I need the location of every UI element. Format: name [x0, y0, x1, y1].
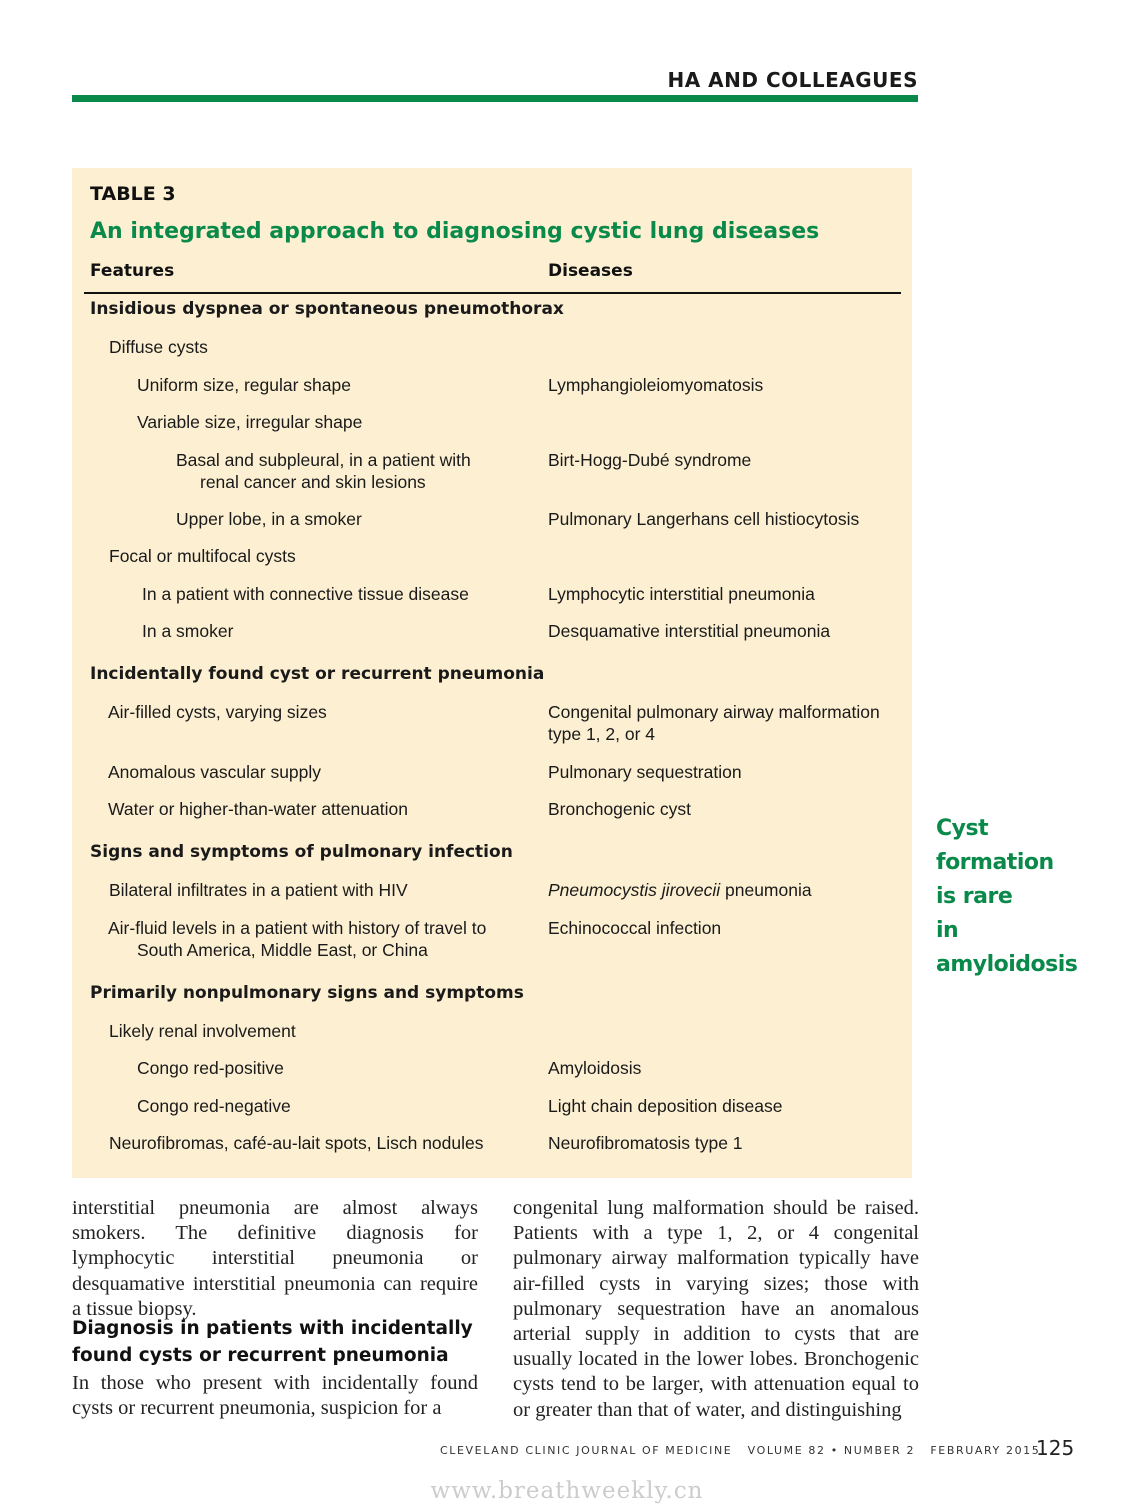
disease-cell: Desquamative interstitial pneumonia — [548, 621, 831, 641]
feature-line-continued: renal cancer and skin lesions — [200, 472, 426, 492]
column-header-diseases: Diseases — [548, 261, 633, 281]
feature-cell: Focal or multifocal cysts — [109, 546, 296, 566]
disease-cell: Pulmonary Langerhans cell histiocytosis — [548, 509, 860, 529]
feature-cell: Congo red-negative — [137, 1096, 291, 1116]
feature-cell — [108, 917, 486, 961]
disease-cell: Amyloidosis — [548, 1058, 642, 1078]
section-heading: Incidentally found cyst or recurrent pneumonia — [90, 664, 545, 684]
disease-cell: Pulmonary sequestration — [548, 762, 742, 782]
section-heading: Insidious dyspnea or spontaneous pneumothorax — [90, 299, 564, 319]
disease-suffix: pneumonia — [720, 880, 812, 900]
feature-line: Air-fluid levels in a patient with history of travel to — [108, 918, 487, 938]
disease-cell: Echinococcal infection — [548, 918, 722, 938]
table-label: TABLE 3 — [90, 183, 176, 205]
pull-quote-line: is rare — [936, 884, 1013, 909]
organism-name: Pneumocystis jirovecii — [548, 880, 721, 900]
pull-quote-line: in amyloidosis — [936, 918, 1078, 977]
header-rule — [72, 95, 918, 102]
running-head: HA AND COLLEAGUES — [667, 68, 918, 92]
table-title: An integrated approach to diagnosing cystic lung diseases — [90, 219, 820, 244]
section-heading-incidental-cysts: Diagnosis in patients with incidentally found cysts or recurrent pneumonia — [72, 1318, 473, 1366]
feature-cell: Bilateral infiltrates in a patient with HIV — [109, 880, 408, 900]
section-heading: Primarily nonpulmonary signs and symptoms — [90, 983, 524, 1003]
disease-cell: Lymphocytic interstitial pneumonia — [548, 584, 815, 604]
feature-cell: Upper lobe, in a smoker — [176, 509, 362, 529]
section-heading: Signs and symptoms of pulmonary infection — [90, 842, 513, 862]
disease-cell: Lymphangioleiomyomatosis — [548, 375, 764, 395]
body-column-1-paragraph-1: interstitial pneumonia are almost always smokers. The definitive diagnosis for lymphocytic interstitial pneumonia or desquamative interstitial pneumonia can require a tissue biopsy. — [72, 1197, 478, 1320]
feature-line: Basal and subpleural, in a patient with — [176, 450, 471, 470]
disease-line-continued: type 1, 2, or 4 — [548, 724, 656, 744]
disease-line: Congenital pulmonary airway malformation — [548, 702, 880, 722]
journal-footer: CLEVELAND CLINIC JOURNAL OF MEDICINE VOLUME 82 • NUMBER 2 FEBRUARY 2015 — [440, 1444, 1041, 1457]
watermark: www.breathweekly.cn — [430, 1478, 704, 1504]
feature-cell: Congo red-positive — [137, 1058, 284, 1078]
feature-cell: Air-filled cysts, varying sizes — [108, 702, 327, 722]
feature-cell: Water or higher-than-water attenuation — [108, 799, 408, 819]
page-number: 125 — [1036, 1436, 1075, 1460]
disease-cell: Birt-Hogg-Dubé syndrome — [548, 450, 752, 470]
feature-cell: Diffuse cysts — [109, 337, 208, 357]
feature-cell: In a patient with connective tissue disease — [142, 584, 469, 604]
feature-cell: Neurofibromas, café-au-lait spots, Lisch nodules — [109, 1133, 484, 1153]
feature-cell — [176, 449, 471, 493]
feature-cell: Variable size, irregular shape — [137, 412, 363, 432]
body-column-1-paragraph-2: In those who present with incidentally found cysts or recurrent pneumonia, suspicion for a — [72, 1372, 478, 1420]
disease-cell: Bronchogenic cyst — [548, 799, 691, 819]
feature-cell: In a smoker — [142, 621, 234, 641]
disease-cell: Light chain deposition disease — [548, 1096, 783, 1116]
feature-cell: Anomalous vascular supply — [108, 762, 322, 782]
disease-cell — [548, 701, 880, 745]
feature-cell: Likely renal involvement — [109, 1021, 296, 1041]
pull-quote — [936, 812, 1106, 982]
disease-cell: Neurofibromatosis type 1 — [548, 1133, 743, 1153]
header-underline — [84, 292, 901, 294]
pull-quote-line: Cyst formation — [936, 816, 1054, 875]
disease-cell — [548, 879, 812, 901]
feature-line-continued: South America, Middle East, or China — [137, 940, 428, 960]
body-column-2-paragraph-1: congenital lung malformation should be raised. Patients with a type 1, 2, or 4 congenital pulmonary airway malformation typically have air-filled cysts in varying sizes; those with pulmonary sequestration have an anomalous arterial supply in addition to cysts that are usually located in the lower lobes. Bronchogenic cysts tend to be larger, with attenuation equal to or greater than that of water, and distinguishing — [513, 1197, 919, 1421]
feature-cell: Uniform size, regular shape — [137, 375, 351, 395]
column-header-features: Features — [90, 261, 175, 281]
